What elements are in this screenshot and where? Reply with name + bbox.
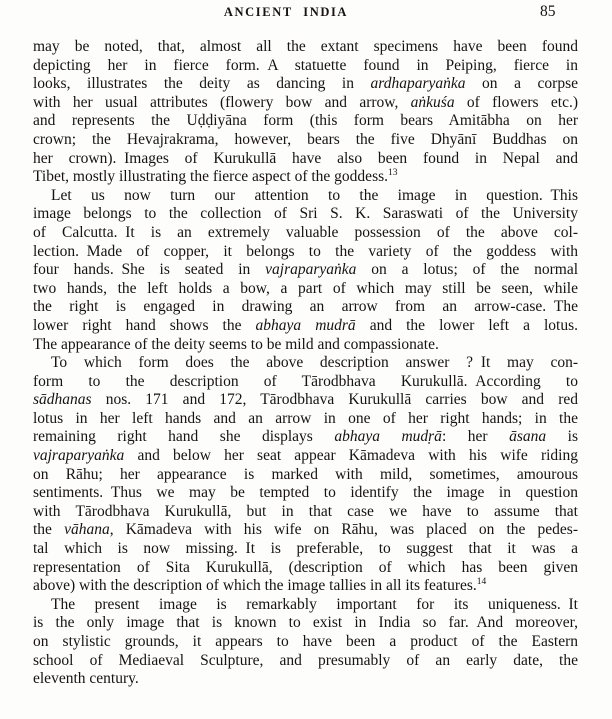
text-run: The present image is remarkably important for its uniqueness. It <box>51 595 578 613</box>
text-run: lotus in her left hands and an arrow in one of her right hands; in the <box>33 409 578 427</box>
text-line <box>33 466 578 485</box>
text-run: : her <box>441 428 510 446</box>
footnote-ref: 14 <box>476 577 487 588</box>
text-run: image belongs to the collection of Sri S. K. Saraswati of the University <box>33 205 578 223</box>
text-run: is <box>546 428 578 446</box>
text-line <box>33 577 578 596</box>
text-line <box>33 484 578 503</box>
text-line <box>33 261 578 280</box>
text-run: remaining right hand she displays <box>33 428 335 446</box>
italic-term: sādhanas <box>33 391 92 409</box>
italic-term: abhaya mudrā <box>255 316 356 334</box>
text-run: form to the description of Tārodbhava Kurukullā. According to <box>33 372 578 390</box>
text-run: her crown). Images of Kurukullā have also been found in Nepal and <box>33 149 578 167</box>
paragraph <box>33 187 578 354</box>
text-run: Let us now turn our attention to the image in question. This <box>51 186 578 204</box>
text-line <box>33 75 578 94</box>
text-line <box>33 652 578 671</box>
text-run: school of Mediaeval Sculpture, and presumably of an early date, the <box>33 651 578 669</box>
text-run: and represents the Uḍḍiyāna form (this form bears Amitābha on her <box>33 112 578 130</box>
text-line <box>33 317 578 336</box>
text-line <box>33 224 578 243</box>
text-line <box>33 428 578 447</box>
text-run: of flowers etc.) <box>454 93 578 111</box>
paragraphs <box>33 38 578 689</box>
text-run: above) with the description of which the image tallies in all its features. <box>33 577 477 595</box>
running-head-title: ANCIENT INDIA <box>223 5 349 19</box>
text-line <box>33 410 578 429</box>
text-run: is the only image that is known to exist in India so far. And moreover, <box>33 614 578 632</box>
text-run: , Kāmadeva with his wife on Rāhu, was placed on the pedes- <box>109 521 578 539</box>
italic-term: vajraparyaṅka <box>265 261 357 279</box>
text-line <box>33 112 578 131</box>
italic-term: aṅkuśa <box>410 93 455 111</box>
italic-term: vāhana <box>64 521 110 539</box>
text-run: tal which is now missing. It is preferable, to suggest that it was a <box>33 540 578 558</box>
text-line <box>33 243 578 262</box>
text-run: the right is engaged in drawing an arrow from an arrow-case. The <box>33 298 578 316</box>
text-run: on a corpse <box>465 75 578 93</box>
text-line <box>33 94 578 113</box>
text-run: crown; the Hevajrakrama, however, bears the five Dhyānī Buddhas on <box>33 130 578 148</box>
text-run: and below her seat appear Kāmadeva with his wife riding <box>124 447 578 465</box>
text-line <box>33 391 578 410</box>
text-run: lower right hand shows the <box>33 316 256 334</box>
text-line <box>33 373 578 392</box>
text-line <box>33 447 578 466</box>
text-run: sentiments. Thus we may be tempted to identify the image in question <box>33 484 578 502</box>
italic-term: ardhaparyaṅka <box>370 75 466 93</box>
text-line <box>33 521 578 540</box>
text-run: depicting her in fierce form. A statuette found in Peiping, fierce in <box>33 56 578 74</box>
text-line <box>33 205 578 224</box>
paragraph <box>33 596 578 689</box>
paragraph <box>33 38 578 187</box>
text-line <box>33 150 578 169</box>
text-run: eleventh century. <box>33 670 139 688</box>
text-line <box>33 633 578 652</box>
text-run: looks, illustrates the deity as dancing in <box>33 75 371 93</box>
text-line <box>33 596 578 615</box>
text-line <box>33 280 578 299</box>
text-run: To which form does the above description answer ? It may con- <box>51 354 578 372</box>
text-line <box>33 354 578 373</box>
text-run: on Rāhu; her appearance is marked with mild, sometimes, amourous <box>33 465 578 483</box>
text-run: the <box>33 521 65 539</box>
text-run: may be noted, that, almost all the extant specimens have been found <box>33 38 578 55</box>
text-run: Tibet, mostly illustrating the fierce aspect of the goddess. <box>33 168 389 186</box>
text-run: with her usual attributes (flowery bow and arrow, <box>33 93 411 111</box>
text-line <box>33 670 578 689</box>
text-run: lection. Made of copper, it belongs to the variety of the goddess with <box>33 242 578 260</box>
text-run: two hands, the left holds a bow, a part of which may still be seen, while <box>33 279 578 297</box>
text-run: nos. 171 and 172, Tārodbhava Kurukullā carries bow and red <box>91 391 578 409</box>
text-line <box>33 38 578 57</box>
paragraph <box>33 354 578 596</box>
text-run: with Tārodbhava Kurukullā, but in that case we have to assume that <box>33 502 578 520</box>
italic-term: āsana <box>509 428 547 446</box>
text-run: The appearance of the deity seems to be mild and compassionate. <box>33 335 439 353</box>
text-line <box>33 336 578 355</box>
footnote-ref: 13 <box>388 168 398 179</box>
text-run: representation of Sita Kurukullā, (description of which has been given <box>33 558 578 576</box>
page-number: 85 <box>540 3 556 20</box>
text-line <box>33 298 578 317</box>
text-run: on a lotus; of the normal <box>356 261 578 279</box>
text-line <box>33 614 578 633</box>
text-run: of Calcutta. It is an extremely valuable possession of the above col- <box>33 223 578 241</box>
text-line <box>33 559 578 578</box>
text-run: four hands. She is seated in <box>33 261 266 279</box>
text-line <box>33 187 578 206</box>
italic-term: abhaya mudṛā <box>334 428 442 446</box>
text-run: and the lower left a lotus. <box>355 316 578 334</box>
text-line <box>33 168 578 187</box>
italic-term: vajraparyaṅka <box>33 447 125 465</box>
text-line <box>33 540 578 559</box>
text-line <box>33 131 578 150</box>
text-run: on stylistic grounds, it appears to have been a product of the Eastern <box>33 633 578 650</box>
text-line <box>33 57 578 76</box>
text-line <box>33 503 578 522</box>
